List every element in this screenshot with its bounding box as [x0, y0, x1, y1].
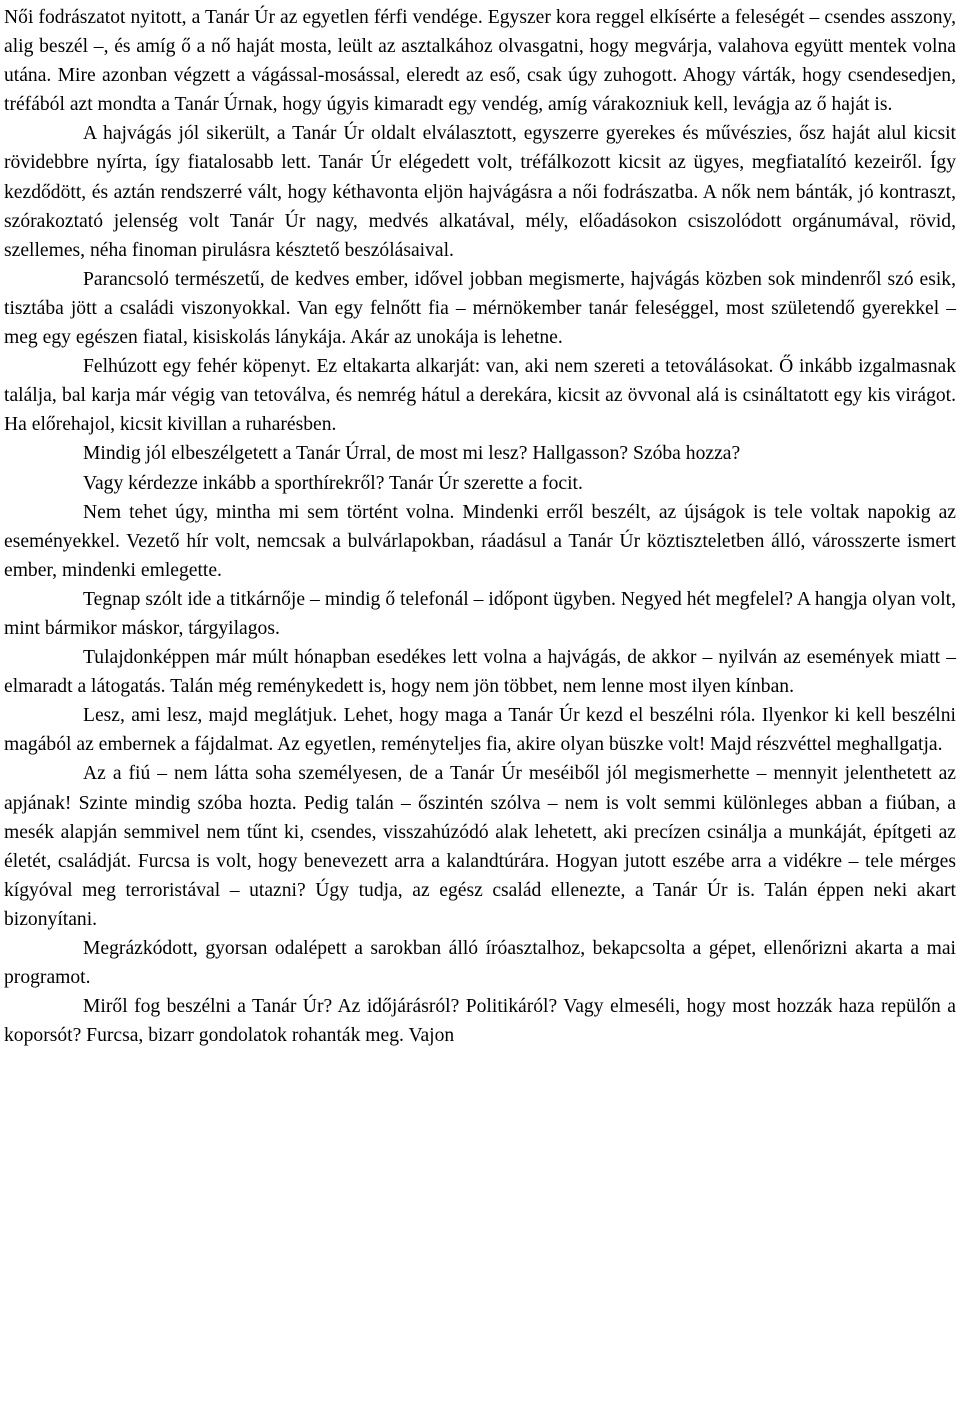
paragraph-5: Mindig jól elbeszélgetett a Tanár Úrral, de most mi lesz? Hallgasson? Szóba hozza? — [83, 443, 741, 465]
paragraph-13: Miről fog beszélni a Tanár Úr? Az időjárásról? Politikáról? Vagy elmeséli, hogy most hozzák haza repülőn a koporsót? Furcsa, bizarr gondolatok rohanták meg. Vajon — [4, 996, 956, 1047]
paragraph-4: Felhúzott egy fehér köpenyt. Ez eltakarta alkarját: van, aki nem szereti a tetoválásokat. Ő inkább izgalmasnak találja, bal karja már végig van tetoválva, és nemrég hátul a derekára, kicsit az övvonal alá is csináltatott egy kis virágot. Ha előrehajol, kicsit kivillan a ruharésben. — [4, 356, 956, 436]
paragraph-7: Nem tehet úgy, mintha mi sem történt volna. Mindenki erről beszélt, az újságok is tele voltak napokig az eseményekkel. Vezető hír volt, nemcsak a bulvárlapokban, ráadásul a Tanár Úr köztiszteletben álló, városszerte ismert ember, mindenki emlegette. — [4, 501, 956, 581]
paragraph-9: Tulajdonképpen már múlt hónapban esedékes lett volna a hajvágás, de akkor – nyilván az események miatt – elmaradt a látogatás. Talán még reménykedett is, hogy nem jön többet, nem lenne most ilyen kínban. — [4, 647, 956, 698]
paragraph-11: Az a fiú – nem látta soha személyesen, de a Tanár Úr meséiből jól megismerhette – mennyit jelenthetett az apjának! Szinte mindig szóba hozta. Pedig talán – őszintén szólva – nem is volt semmi különleges abban a fiúban, a mesék alapján semmivel nem tűnt ki, csendes, visszahúzódó alak lehetett, aki precízen csinálja a munkáját, építgeti az életét, családját. Furcsa is volt, hogy benevezett arra a kalandtúrára. Hogyan jutott eszébe arra a vidékre – tele mérges kígyóval meg terroristával – utazni? Úgy tudja, az egész család ellenezte, a Tanár Úr is. Talán éppen neki akart bizonyítani. — [4, 763, 956, 930]
paragraph-10: Lesz, ami lesz, majd meglátjuk. Lehet, hogy maga a Tanár Úr kezd el beszélni róla. Ilyenkor ki kell beszélni magából az embernek a fájdalmat. Az egyetlen, reményteljes fia, akire olyan büszke volt! Majd részvéttel meghallgatja. — [4, 705, 956, 756]
paragraph-1: Női fodrászatot nyitott, a Tanár Úr az egyetlen férfi vendége. Egyszer kora reggel elkísérte a feleségét – csendes asszony, alig beszél –, és amíg ő a nő haját mosta, leült az asztalkához olvasgatni, hogy megvárja, valahova együtt mentek volna utána. Mire azonban végzett a vágással-mosással, eleredt az eső, csak úgy zuhogott. Ahogy várták, hogy csendesedjen, tréfából azt mondta a Tanár Úrnak, hogy úgyis kimaradt egy vendég, amíg várakozniuk kell, levágja az ő haját is. — [4, 7, 956, 116]
paragraph-8: Tegnap szólt ide a titkárnője – mindig ő telefonál – időpont ügyben. Negyed hét megfelel? A hangja olyan volt, mint bármikor máskor, tárgyilagos. — [4, 588, 956, 639]
paragraph-3: Parancsoló természetű, de kedves ember, idővel jobban megismerte, hajvágás közben sok mindenről szó esik, tisztába jött a családi viszonyokkal. Van egy felnőtt fia – mérnökember tanár feleséggel, most születendő gyerekkel – meg egy egészen fiatal, kisiskolás lánykája. Akár az unokája is lehetne. — [4, 268, 956, 349]
paragraph-2: A hajvágás jól sikerült, a Tanár Úr oldalt elválasztott, egyszerre gyerekes és művészies, ősz haját alul kicsit rövidebbre nyírta, így fiatalosabb lett. Tanár Úr elégedett volt, tréfálkozott kicsit az ügyes, megfiatalító kezeiről. Így kezdődött, és aztán rendszerré vált, hogy kéthavonta eljön hajvágásra a női fodrászatba. A nők nem bánták, jó kontraszt, szórakoztató jelenség volt Tanár Úr nagy, medvés alkatával, mély, előadásokon csiszolódott orgánumával, rövid, szellemes, néha finoman pirulásra késztető beszólásaival. — [4, 123, 956, 261]
paragraph-6: Vagy kérdezze inkább a sporthírekről? Tanár Úr szerette a focit. — [83, 472, 583, 494]
paragraph-12: Megrázkódott, gyorsan odalépett a sarokban álló íróasztalhoz, bekapcsolta a gépet, ellenőrizni akarta a mai programot. — [4, 938, 956, 989]
